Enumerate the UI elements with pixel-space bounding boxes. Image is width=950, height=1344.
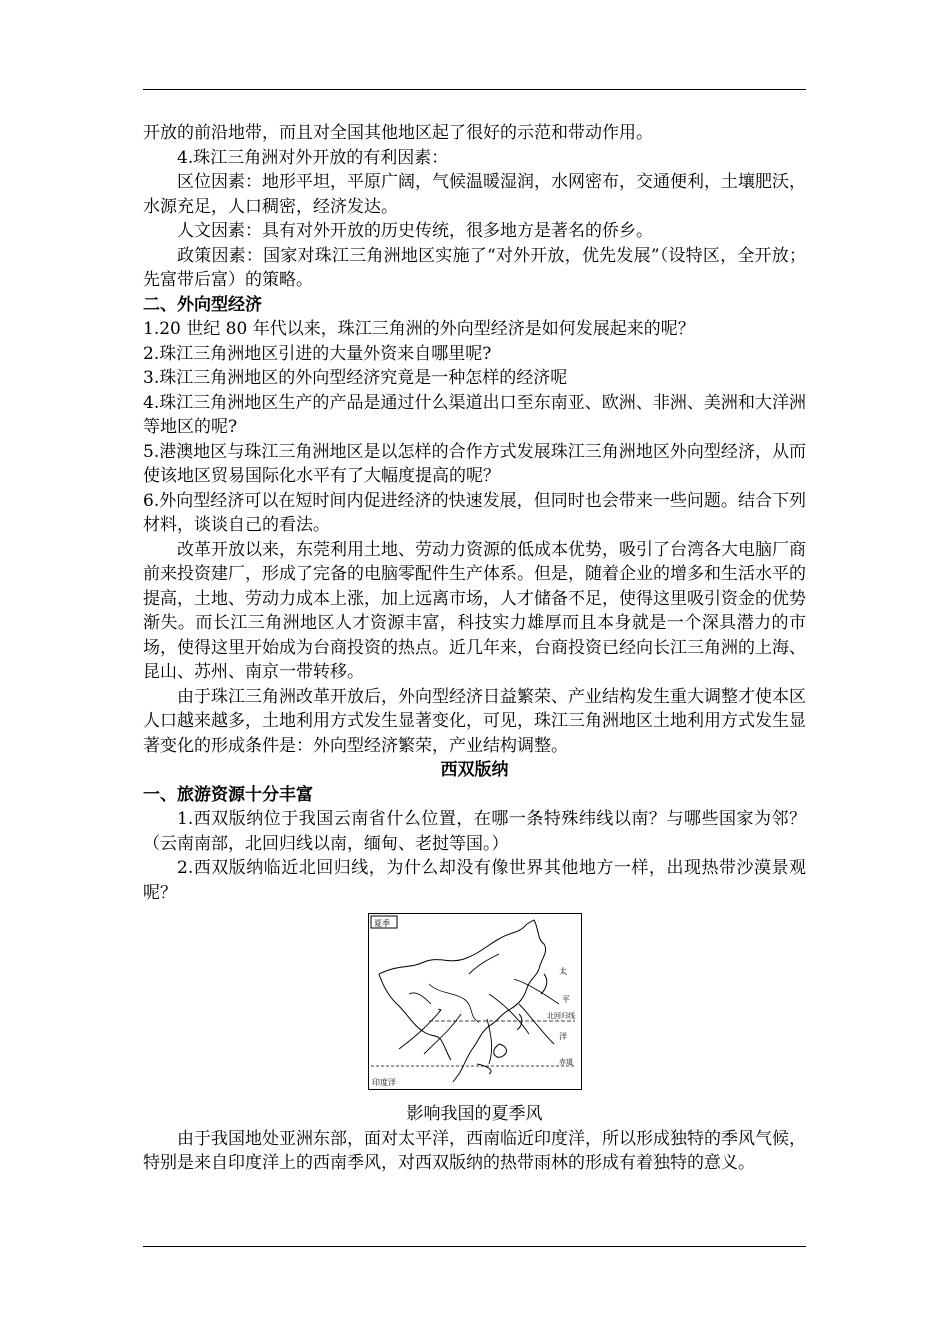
map-label-pacific: 太 (558, 967, 567, 976)
header-rule (143, 89, 806, 90)
question: 1.西双版纳位于我国云南省什么位置，在哪一条特殊纬线以南？与哪些国家为邻？（云南南部，北回归线以南，缅甸、老挝等国。） (143, 809, 806, 854)
question: 6.外向型经济可以在短时间内促进经济的快速发展，但同时也会带来一些问题。结合下列材料，谈谈自己的看法。 (143, 490, 806, 535)
map-label-equator: 赤道 (558, 1058, 573, 1066)
paragraph: 政策因素：国家对珠江三角洲地区实施了“对外开放，优先发展”（设特区，全开放；先富带后富）的策略。 (143, 245, 806, 290)
paragraph: 区位因素：地形平坦，平原广阔，气候温暖湿润，水网密布，交通便利，土壤肥沃，水源充足，人口稠密，经济发达。 (143, 172, 806, 217)
summer-monsoon-map (368, 913, 582, 1090)
figure-caption: 影响我国的夏季风 (406, 1104, 543, 1124)
question: 2.珠江三角洲地区引进的大量外资来自哪里呢? (143, 343, 492, 364)
map-label-pacific: 洋 (558, 1032, 567, 1041)
section-heading: 二、外向型经济 (143, 294, 262, 315)
section-title: 西双版纳 (440, 760, 509, 780)
paragraph: 由于我国地处亚洲东部，面对太平洋，西南临近印度洋，所以形成独特的季风气候，特别是来自印度洋上的西南季风，对西双版纳的热带雨林的形成有着独特的意义。 (143, 1128, 806, 1173)
map-label-pacific: 平 (561, 995, 570, 1004)
question: 5.港澳地区与珠江三角洲地区是以怎样的合作方式发展珠江三角洲地区外向型经济，从而使该地区贸易国际化水平有了大幅度提高的呢？ (143, 441, 806, 486)
paragraph: 人文因素：具有对外开放的历史传统，很多地方是著名的侨乡。 (177, 221, 653, 241)
map-drawing (369, 914, 581, 1089)
document-body (143, 121, 806, 1176)
paragraph: 由于珠江三角洲改革开放后，外向型经济日益繁荣、产业结构发生重大调整才使本区人口越来越多，土地利用方式发生显著变化，可见，珠江三角洲地区土地利用方式发生显著变化的形成条件是：外向型经济繁荣，产业结构调整。 (143, 686, 806, 756)
map-label-tropic: 北回归线 (546, 1012, 575, 1020)
map-label-season: 夏季 (373, 919, 390, 928)
question: 3.珠江三角洲地区的外向型经济究竟是一种怎样的经济呢 (143, 368, 568, 388)
paragraph: 改革开放以来，东莞利用土地、劳动力资源的低成本优势，吸引了台湾各大电脑厂商前来投资建厂，形成了完备的电脑零配件生产体系。但是，随着企业的增多和生活水平的提高，土地、劳动力成本上涨，加上远离市场，人才储备不足，使得这里吸引资金的优势渐失。而长江三角洲地区人才资源丰富，科技实力雄厚而且本身就是一个深具潜力的市场，使得这里开始成为台商投资的热点。近几年来，台商投资已经向长江三角洲的上海、昆山、苏州、南京一带转移。 (143, 539, 806, 682)
paragraph: 4.珠江三角洲对外开放的有利因素： (177, 147, 449, 168)
map-label-indian-ocean: 印度洋 (371, 1078, 396, 1087)
question: 2.西双版纳临近北回归线，为什么却没有像世界其他地方一样，出现热带沙漠景观呢？ (143, 858, 806, 903)
footer-rule (143, 1246, 806, 1247)
paragraph: 开放的前沿地带，而且对全国其他地区起了很好的示范和带动作用。 (143, 123, 653, 143)
question: 4.珠江三角洲地区生产的产品是通过什么渠道出口至东南亚、欧洲、非洲、美洲和大洋洲等地区的呢? (143, 392, 806, 437)
section-heading: 一、旅游资源十分丰富 (143, 784, 313, 805)
question: 1.20 世纪 80 年代以来，珠江三角洲的外向型经济是如何发展起来的呢？ (143, 319, 695, 339)
